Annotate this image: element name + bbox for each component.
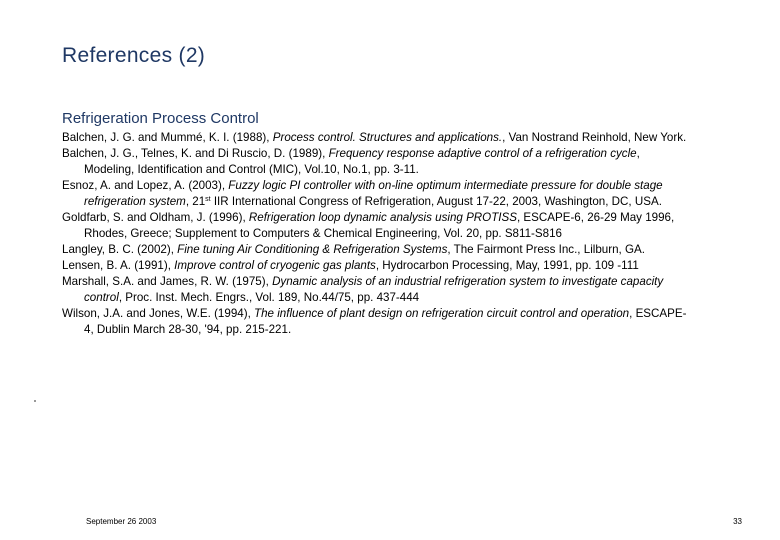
- reference-item: [62, 146, 692, 178]
- reference-list: [62, 130, 692, 338]
- reference-title: Frequency response adaptive control of a refrigeration cycle: [328, 147, 637, 160]
- reference-source-cont: IIR International Congress of Refrigeration, August 17-22, 2003, Washington, DC, USA.: [210, 195, 662, 208]
- reference-title: Refrigeration loop dynamic analysis using PROTISS: [248, 211, 517, 224]
- reference-source: , Hydrocarbon Processing, May, 1991, pp. 109 -111: [375, 259, 639, 272]
- reference-authors: Lensen, B. A. (1991),: [62, 259, 175, 272]
- reference-authors: Marshall, S.A. and James, R. W. (1975),: [62, 275, 273, 288]
- decorative-dot: [34, 400, 36, 402]
- slide-title: References (2): [62, 44, 206, 67]
- reference-title: The influence of plant design on refrigeration circuit control and operation: [254, 307, 630, 320]
- reference-authors: Balchen, J. G., Telnes, K. and Di Ruscio, D. (1989),: [62, 147, 329, 160]
- reference-source: , Van Nostrand Reinhold, New York.: [502, 131, 687, 144]
- reference-item: [62, 306, 692, 338]
- ordinal-superscript: st: [205, 196, 211, 203]
- reference-title: Process control. Structures and applications.: [272, 131, 503, 144]
- reference-source: , 21: [185, 195, 206, 208]
- reference-source: , ESCAPE-6, 26-29 May 1996, Rhodes, Greece; Supplement to Computers & Chemical Engineering, Vol. 20, pp. S811-S816: [84, 211, 675, 240]
- reference-item: [62, 130, 692, 146]
- reference-source: , Modeling, Identification and Control (MIC), Vol.10, No.1, pp. 3-11.: [84, 147, 640, 176]
- reference-authors: Langley, B. C. (2002),: [62, 243, 178, 256]
- reference-authors: Esnoz, A. and Lopez, A. (2003),: [62, 179, 229, 192]
- reference-authors: Wilson, J.A. and Jones, W.E. (1994),: [62, 307, 255, 320]
- reference-item: [62, 210, 692, 242]
- reference-item: [62, 178, 692, 210]
- reference-authors: Balchen, J. G. and Mummé, K. I. (1988),: [62, 131, 273, 144]
- reference-title: Dynamic analysis of an industrial refrigeration system to investigate capacity control: [84, 275, 664, 304]
- footer-date: September 26 2003: [86, 517, 157, 526]
- reference-item: [62, 274, 692, 306]
- reference-item: [62, 258, 692, 274]
- reference-title: Fine tuning Air Conditioning & Refrigeration Systems: [177, 243, 448, 256]
- reference-source: , The Fairmont Press Inc., Lilburn, GA.: [447, 243, 645, 256]
- reference-title: Fuzzy logic PI controller with on-line optimum intermediate pressure for double stage refrigeration system: [84, 179, 663, 208]
- page-number: 33: [733, 517, 742, 526]
- reference-source: , Proc. Inst. Mech. Engrs., Vol. 189, No.44/75, pp. 437-444: [118, 291, 420, 304]
- reference-title: Improve control of cryogenic gas plants: [174, 259, 376, 272]
- reference-item: [62, 242, 692, 258]
- section-heading: Refrigeration Process Control: [62, 110, 259, 127]
- reference-source: , ESCAPE-4, Dublin March 28-30, '94, pp. 215-221.: [84, 307, 687, 336]
- reference-authors: Goldfarb, S. and Oldham, J. (1996),: [62, 211, 249, 224]
